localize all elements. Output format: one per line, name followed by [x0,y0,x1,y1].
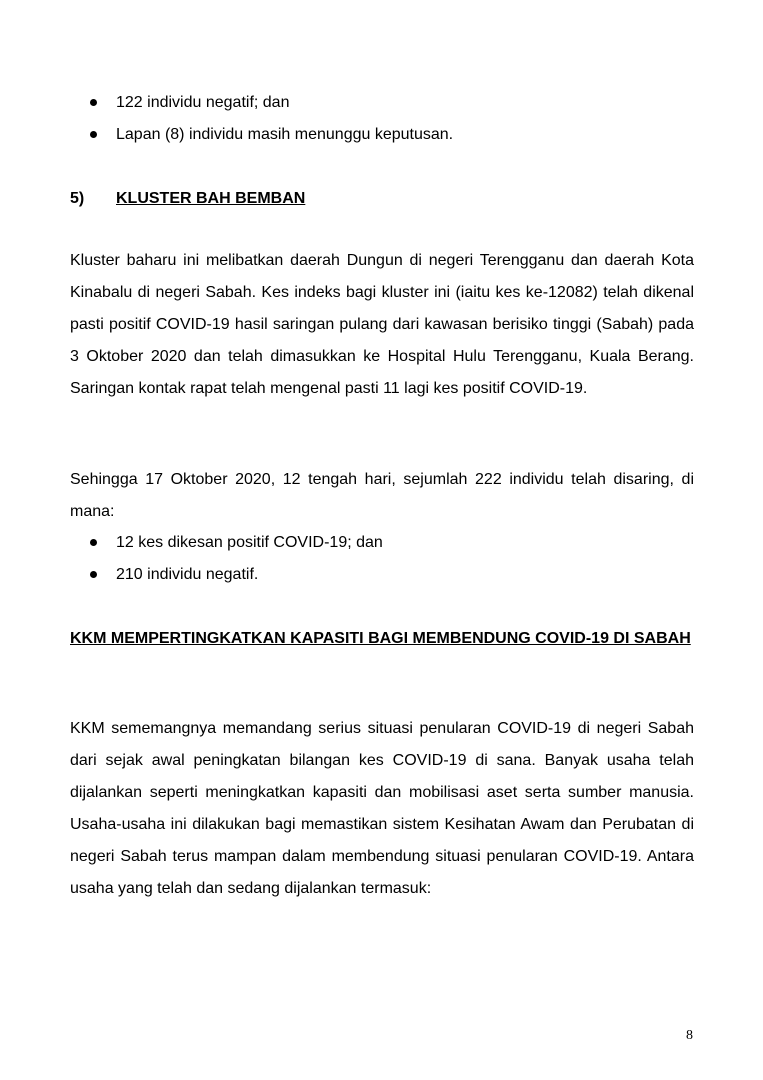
bullet-text: 122 individu negatif; dan [116,94,290,111]
top-bullet-list [70,87,700,151]
screening-intro: Sehingga 17 Oktober 2020, 12 tengah hari, sejumlah 222 individu telah disaring, di mana: [70,471,694,520]
section-paragraph: Kluster baharu ini melibatkan daerah Dungun di negeri Terengganu dan daerah Kota Kinabalu di negeri Sabah. Kes indeks bagi kluster ini (iaitu kes ke-12082) telah dikenal pasti positif COVID-19 hasil saringan pulang dari kawasan berisiko tinggi (Sabah) pada 3 Oktober 2020 dan telah dimasukkan ke Hospital Hulu Terengganu, Kuala Berang. Saringan kontak rapat telah mengenal pasti 11 lagi kes positif COVID-19. [70,252,694,397]
bullet-icon [90,99,97,106]
bullet-text: 210 individu negatif. [116,566,259,583]
bullet-icon [90,131,97,138]
list-item [70,87,700,119]
kkm-section-paragraph: KKM sememangnya memandang serius situasi penularan COVID-19 di negeri Sabah dari sejak awal peningkatan bilangan kes COVID-19 di sana. Banyak usaha telah dijalankan seperti meningkatkan kapasiti dan mobilisasi aset serta sumber manusia. Usaha-usaha ini dilakukan bagi memastikan sistem Kesihatan Awam dan Perubatan di negeri Sabah terus mampan dalam membendung situasi penularan COVID-19. Antara usaha yang telah dan sedang dijalankan termasuk: [70,720,694,897]
kkm-section-title: KKM MEMPERTINGKATKAN KAPASITI BAGI MEMBENDUNG COVID-19 DI SABAH [70,630,691,647]
list-item [70,119,700,151]
section-title: KLUSTER BAH BEMBAN [116,190,306,207]
list-item [70,527,700,559]
bullet-icon [90,539,97,546]
page-number: 8 [686,1028,693,1043]
list-item [70,559,700,591]
section-number: 5) [70,190,85,207]
bullet-icon [90,571,97,578]
screening-bullet-list [70,527,700,591]
bullet-text: 12 kes dikesan positif COVID-19; dan [116,534,383,551]
bullet-text: Lapan (8) individu masih menunggu keputusan. [116,126,454,143]
